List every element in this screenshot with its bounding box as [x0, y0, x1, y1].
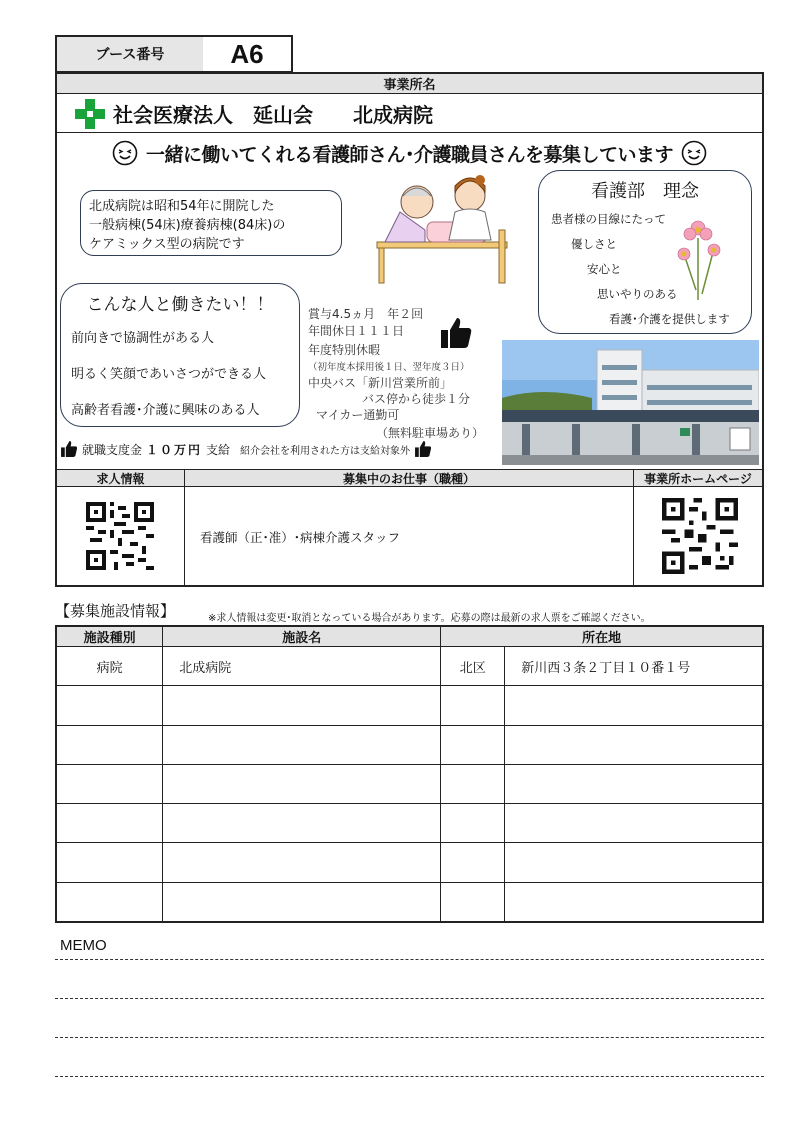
- cell-ward: [441, 804, 505, 843]
- intro-line: 北成病院は昭和54年に開院した: [89, 199, 275, 214]
- office-label: 事業所名: [57, 74, 762, 94]
- office-name: 社会医療法人 延山会 北成病院: [113, 103, 433, 127]
- cell-type: 病院: [56, 647, 163, 686]
- smiley-icon: [112, 140, 138, 166]
- divider: [184, 469, 185, 586]
- office-name-row: [57, 95, 762, 133]
- nursing-title: 看護部 理念: [591, 181, 699, 202]
- facility-note: ※求人情報は変更･取消となっている場合があります。応募の際は最新の求人票をご確認ください。: [208, 613, 651, 624]
- thumbs-up-icon: [414, 440, 432, 458]
- homepage-header: 事業所ホームページ: [634, 469, 762, 487]
- job-info-header: 求人情報: [57, 469, 184, 487]
- recruit-headline: [57, 135, 762, 171]
- condition-special-leave: 年度特別休暇: [308, 343, 381, 357]
- intro-line: 一般病棟(54床)療養病棟(84床)の: [89, 218, 286, 233]
- cell-ward: [441, 882, 505, 921]
- booth-label: ブース番号: [55, 35, 205, 73]
- header-location: 所在地: [441, 626, 763, 647]
- nurse-care-illustration: [375, 172, 510, 287]
- support-prefix: 就職支度金: [82, 442, 143, 457]
- table-row: [56, 686, 763, 725]
- cell-address: [505, 804, 763, 843]
- ideal-candidate-item: 明るく笑顔であいさつができる人: [71, 367, 267, 382]
- smiley-icon: [681, 140, 707, 166]
- cell-type: [56, 843, 163, 882]
- thumbs-up-icon: [440, 316, 472, 350]
- table-row: [56, 804, 763, 843]
- table-row: [56, 764, 763, 803]
- cell-type: [56, 804, 163, 843]
- booth-number: A6: [203, 35, 293, 73]
- facility-title: 【募集施設情報】: [55, 602, 176, 620]
- cell-address: [505, 882, 763, 921]
- cell-address: [505, 725, 763, 764]
- cell-type: [56, 686, 163, 725]
- philosophy-line: 優しさと: [571, 237, 617, 251]
- ideal-candidate-item: 高齢者看護･介護に興味のある人: [71, 403, 260, 418]
- thumbs-up-icon: [60, 440, 78, 458]
- memo-line[interactable]: [55, 959, 764, 960]
- table-row: [56, 647, 763, 686]
- condition-walk: バス停から徒歩１分: [362, 392, 471, 406]
- header-name: 施設名: [163, 626, 441, 647]
- homepage-qr-code[interactable]: [662, 498, 738, 574]
- cell-ward: [441, 843, 505, 882]
- cell-type: [56, 725, 163, 764]
- support-amount: １０万円: [146, 442, 203, 457]
- job-work-text: 看護師（正･准）･病棟介護スタッフ: [200, 530, 401, 545]
- divider: [633, 469, 634, 586]
- philosophy-line: 患者様の目線にたって: [551, 212, 666, 226]
- condition-parking: （無料駐車場あり）: [376, 426, 485, 440]
- header-type: 施設種別: [56, 626, 163, 647]
- condition-holidays: 年間休日１１１日: [308, 324, 405, 338]
- cell-name: [163, 764, 441, 803]
- cell-name: [163, 843, 441, 882]
- philosophy-line: 思いやりのある: [597, 287, 678, 301]
- philosophy-line: 安心と: [587, 262, 622, 276]
- cell-address: 新川西３条２丁目１０番１号: [505, 647, 763, 686]
- memo-line[interactable]: [55, 1076, 764, 1077]
- cell-address: [505, 764, 763, 803]
- job-work-header: 募集中のお仕事（職種）: [185, 469, 633, 487]
- cell-address: [505, 686, 763, 725]
- ideal-candidate-title: こんな人と働きたい！！: [86, 295, 274, 315]
- memo-line[interactable]: [55, 998, 764, 999]
- support-note: 紹介会社を利用された方は支給対象外: [240, 445, 411, 457]
- headline-text: 一緒に働いてくれる看護師さん･介護職員さんを募集しています: [145, 143, 673, 166]
- intro-line: ケアミックス型の病院です: [89, 237, 245, 252]
- table-row: [56, 843, 763, 882]
- support-allowance: [60, 440, 432, 458]
- cell-name: 北成病院: [163, 647, 441, 686]
- hospital-intro: [80, 190, 342, 256]
- condition-special-leave-note: （初年度本採用後１日、翌年度３日）: [308, 362, 470, 373]
- cell-ward: 北区: [441, 647, 505, 686]
- cell-ward: [441, 764, 505, 803]
- condition-car: マイカー通勤可: [316, 408, 400, 422]
- cell-type: [56, 764, 163, 803]
- table-row: [56, 725, 763, 764]
- cosmos-flower-icon: [672, 208, 724, 300]
- cell-ward: [441, 686, 505, 725]
- memo-label: MEMO: [60, 937, 107, 954]
- support-suffix: 支給: [206, 442, 231, 457]
- table-row: [56, 882, 763, 921]
- hospital-building-photo: [502, 340, 759, 465]
- cell-ward: [441, 725, 505, 764]
- philosophy-line: 看護･介護を提供します: [609, 312, 730, 326]
- ideal-candidate: [60, 283, 300, 427]
- condition-bus: 中央バス「新川営業所前」: [308, 376, 453, 390]
- job-info-qr-code[interactable]: [86, 502, 154, 570]
- cell-type: [56, 882, 163, 921]
- cell-name: [163, 804, 441, 843]
- medical-cross-icon: [75, 99, 105, 129]
- memo-line[interactable]: [55, 1037, 764, 1038]
- cell-name: [163, 686, 441, 725]
- cell-address: [505, 843, 763, 882]
- ideal-candidate-item: 前向きで協調性がある人: [71, 331, 215, 346]
- condition-bonus: 賞与4.5ヵ月 年２回: [308, 307, 424, 321]
- cell-name: [163, 882, 441, 921]
- facility-table: [55, 625, 764, 923]
- cell-name: [163, 725, 441, 764]
